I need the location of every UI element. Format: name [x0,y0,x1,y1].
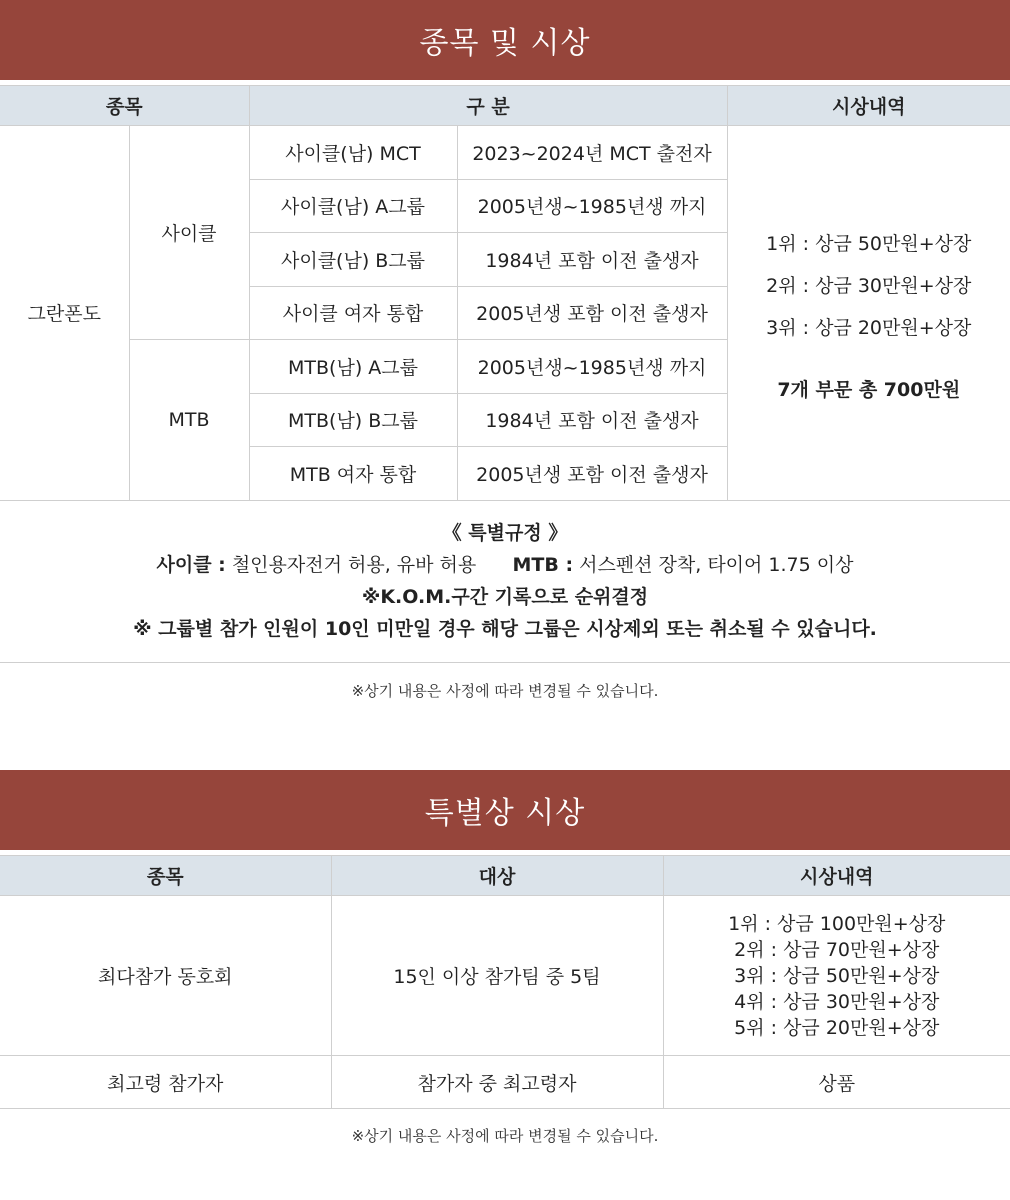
prize-total: 7개 부문 총 700만원 [777,378,961,401]
class-cell: 사이클(남) MCT [249,126,457,180]
prize-line: 2위 : 상금 30만원+상장 [766,274,972,297]
rules-kom: ※K.O.M.구간 기록으로 순위결정 [361,586,649,608]
special-rules [0,499,1010,663]
eligibility-cell: 2005년생~1985년생 까지 [457,340,727,394]
prize-line: 1위 : 상금 100만원+상장 [728,912,946,935]
prize-cell [727,126,1010,501]
change-notice: ※상기 내용은 사정에 따라 변경될 수 있습니다. [351,1127,659,1145]
header-event: 종목 [0,86,249,126]
eligibility-cell: 2005년생~1985년생 까지 [457,179,727,233]
class-cell: MTB(남) B그룹 [249,393,457,447]
change-notice: ※상기 내용은 사정에 따라 변경될 수 있습니다. [351,682,659,700]
eligibility-cell: 2023~2024년 MCT 출전자 [457,126,727,180]
rules-cycle-text: 철인용자전거 허용, 유바 허용 [225,554,477,576]
target-cell: 15인 이상 참가팀 중 5팀 [331,896,663,1056]
class-cell: MTB 여자 통합 [249,447,457,501]
table-header-row [0,86,1010,126]
header-event: 종목 [0,856,331,896]
header-category: 구 분 [249,86,727,126]
prize-line: 1위 : 상금 50만원+상장 [766,232,972,255]
prize-line: 3위 : 상금 20만원+상장 [766,316,972,339]
class-cell: MTB(남) A그룹 [249,340,457,394]
rules-heading: 《 특별규정 》 [442,522,568,544]
special-awards-table [0,855,1010,1109]
prize-line: 5위 : 상금 20만원+상장 [734,1016,940,1039]
eligibility-cell: 1984년 포함 이전 출생자 [457,393,727,447]
prize-line: 3위 : 상금 50만원+상장 [734,964,940,987]
discipline-cell: 그란폰도 [0,126,129,501]
header-prize: 시상내역 [727,86,1010,126]
awards-table [0,85,1010,501]
eligibility-cell: 2005년생 포함 이전 출생자 [457,286,727,340]
rules-mtb-label: MTB : [512,554,574,576]
table-header-row [0,856,1010,896]
table-row [0,1056,1010,1109]
rules-equipment-line [0,549,1010,581]
event-cell: 최고령 참가자 [0,1056,331,1109]
class-cell: 사이클 여자 통합 [249,286,457,340]
prize-line: 4위 : 상금 30만원+상장 [734,990,940,1013]
prize-cell: 상품 [663,1056,1010,1109]
section-title-special-awards: 특별상 시상 [0,770,1010,850]
target-cell: 참가자 중 최고령자 [331,1056,663,1109]
rules-cycle-label: 사이클 : [156,554,226,576]
table-row [0,126,1010,180]
group-cell-mtb: MTB [129,340,249,501]
group-cell-cycle: 사이클 [129,126,249,340]
class-cell: 사이클(남) A그룹 [249,179,457,233]
header-target: 대상 [331,856,663,896]
event-cell: 최다참가 동호회 [0,896,331,1056]
class-cell: 사이클(남) B그룹 [249,233,457,287]
rules-mtb-text: 서스펜션 장착, 타이어 1.75 이상 [573,554,854,576]
prize-cell [663,896,1010,1056]
eligibility-cell: 2005년생 포함 이전 출생자 [457,447,727,501]
rules-cancel: ※ 그룹별 참가 인원이 10인 미만일 경우 해당 그룹은 시상제외 또는 취소될 수 있습니다. [133,618,877,640]
header-prize: 시상내역 [663,856,1010,896]
table-row [0,896,1010,1056]
prize-line: 2위 : 상금 70만원+상장 [734,938,940,961]
section-title-awards: 종목 및 시상 [0,0,1010,80]
eligibility-cell: 1984년 포함 이전 출생자 [457,233,727,287]
